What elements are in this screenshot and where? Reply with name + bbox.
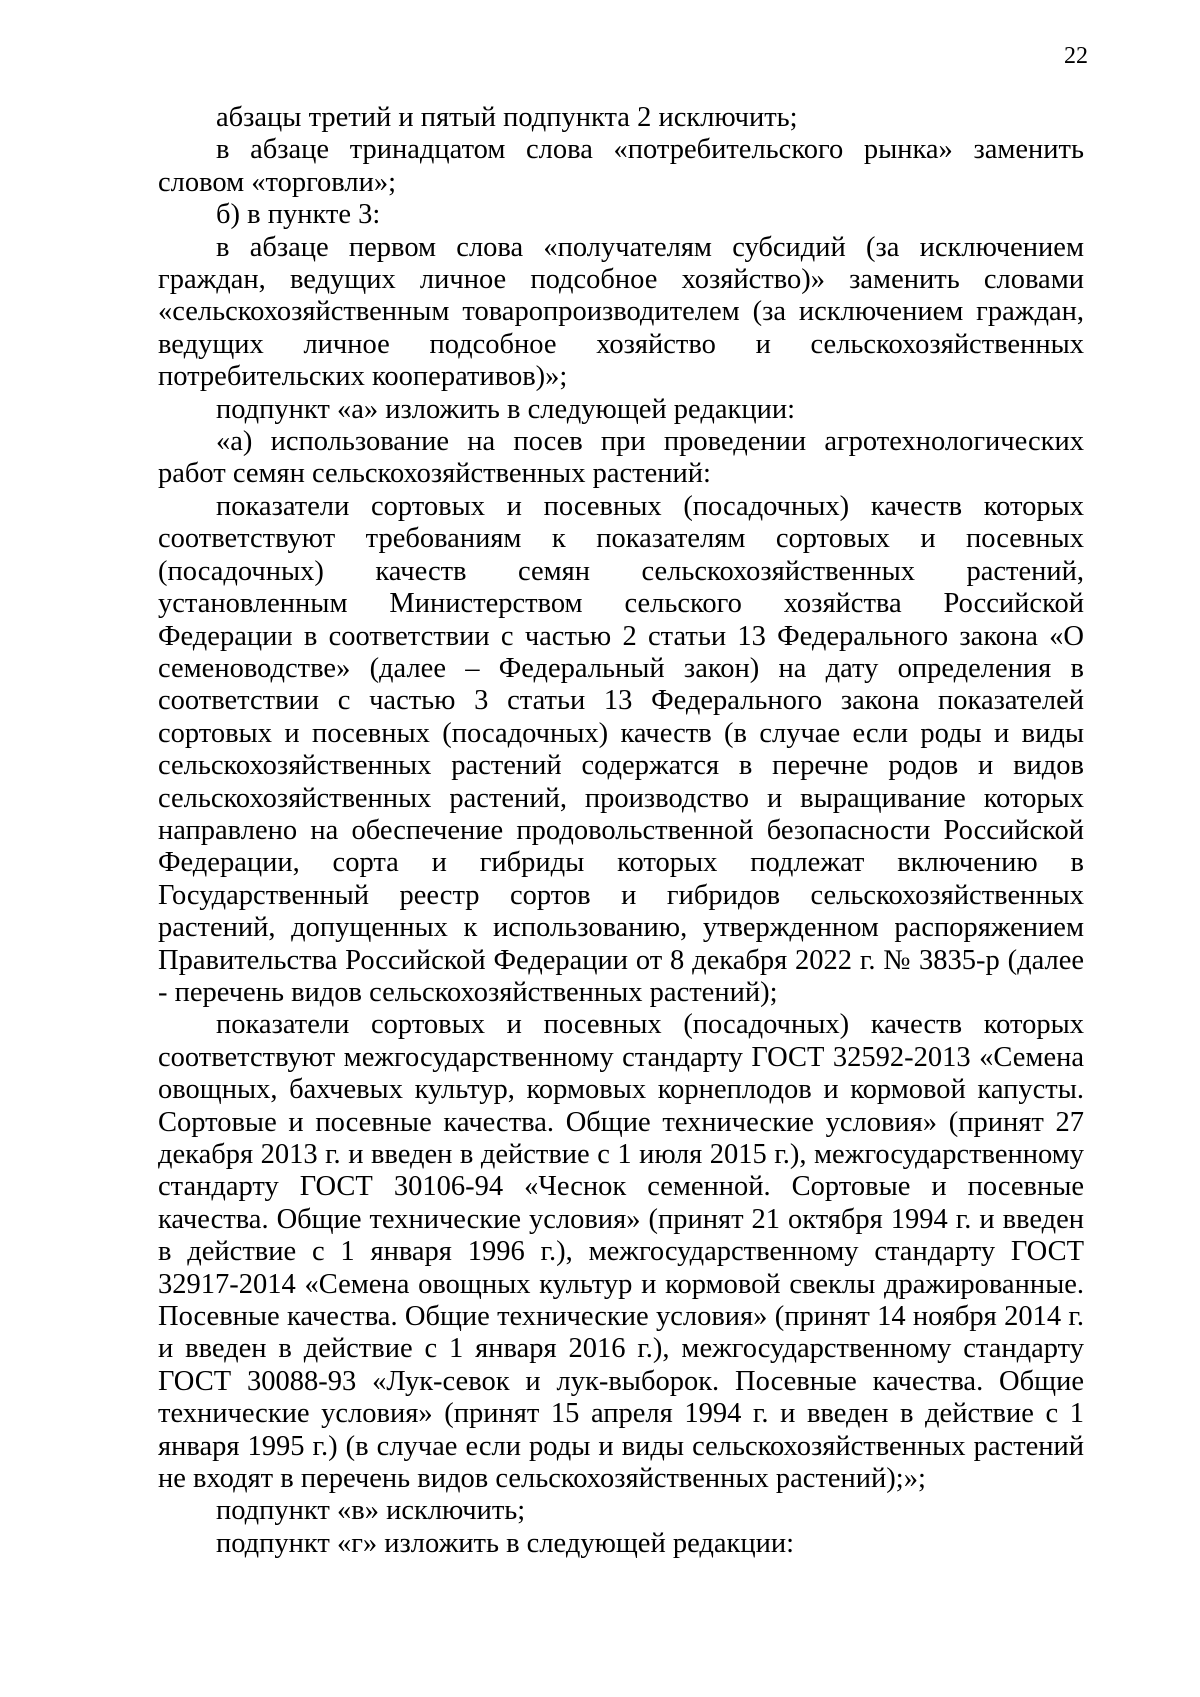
paragraph: абзацы третий и пятый подпункта 2 исключить; [216,102,798,133]
paragraph: показатели сортовых и посевных (посадочных) качеств которых соответствуют требованиям к показателям сортовых и посевных (посадочных) качеств семян сельскохозяйственных растений, установленным Министерством сельского хозяйства Российской Федерации в соответствии с частью 2 статьи 13 Федерального закона «О семеноводстве» (далее – Федеральный закон) на дату определения в соответствии с частью 3 статьи 13 Федерального закона показателей сортовых и посевных (посадочных) качеств (в случае если роды и виды сельскохозяйственных растений содержатся в перечне родов и видов сельскохозяйственных растений, производство и выращивание которых направлено на обеспечение продовольственной безопасности Российской Федерации, сорта и гибриды которых подлежат включению в Государственный реестр сортов и гибридов сельскохозяйственных растений, допущенных к использованию, утвержденном распоряжением Правительства Российской Федерации от 8 декабря 2022 г. № 3835-р (далее - перечень видов сельскохозяйственных растений); [158,490,1084,1008]
page-number: 22 [1064,43,1088,69]
paragraph: б) в пункте 3: [216,199,381,231]
document-body [158,102,1084,1560]
paragraph: подпункт «а» изложить в следующей редакции: [216,393,795,425]
paragraph: показатели сортовых и посевных (посадочных) качеств которых соответствуют межгосударственному стандарту ГОСТ 32592-2013 «Семена овощных, бахчевых культур, кормовых корнеплодов и кормовой капусты. Сортовые и посевные качества. Общие технические условия» (принят 27 декабря 2013 г. и введен в действие с 1 июля 2015 г.), межгосударственному стандарту ГОСТ 30106-94 «Чеснок семенной. Сортовые и посевные качества. Общие технические условия» (принят 21 октября 1994 г. и введен в действие с 1 января 1996 г.), межгосударственному стандарту ГОСТ 32917-2014 «Семена овощных культур и кормовой свеклы дражированные. Посевные качества. Общие технические условия» (принят 14 ноября 2014 г. и введен в действие с 1 января 2016 г.), межгосударственному стандарту ГОСТ 30088-93 «Лук-севок и лук-выборок. Посевные качества. Общие технические условия» (принят 15 апреля 1994 г. и введен в действие с 1 января 1995 г.) (в случае если роды и виды сельскохозяйственных растений не входят в перечень видов сельскохозяйственных растений);»; [158,1009,1084,1495]
paragraph: «а) использование на посев при проведении агротехнологических работ семян сельскохозяйственных растений: [158,426,1084,490]
paragraph: в абзаце первом слова «получателям субсидий (за исключением граждан, ведущих личное подсобное хозяйство)» заменить словами «сельскохозяйственным товаропроизводителем (за исключением граждан, ведущих личное подсобное хозяйство и сельскохозяйственных потребительских кооперативов)»; [158,231,1084,393]
paragraph: подпункт «в» исключить; [216,1495,526,1527]
paragraph: в абзаце тринадцатом слова «потребительского рынка» заменить словом «торговли»; [158,134,1084,198]
paragraph: подпункт «г» изложить в следующей редакции: [216,1527,795,1559]
